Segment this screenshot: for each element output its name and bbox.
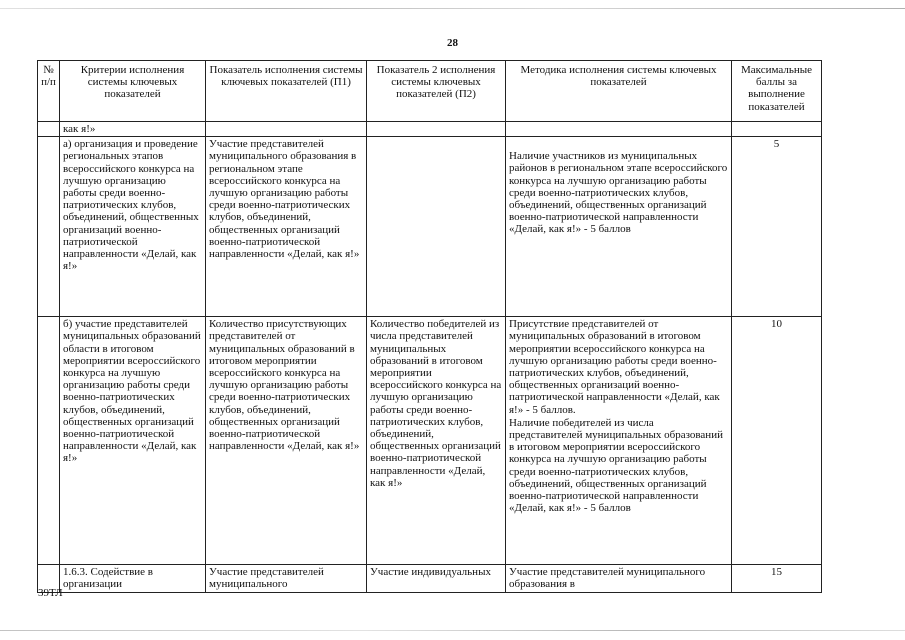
header-number: № п/п xyxy=(38,61,60,122)
table-row-continuation xyxy=(38,122,822,137)
row-a-p1: Участие представителей муниципального образования в региональном этапе всероссийского конкурса на лучшую организацию работы среди военно-патриотических клубов, объединений, общественных организаций военно-патриотической направленности «Делай, как я!» xyxy=(206,137,367,317)
row-a-p2 xyxy=(367,137,506,317)
row-a-criterion: а) организация и проведение региональных этапов всероссийского конкурса на лучшую организацию работы среди военно-патриотических клубов, объединений, общественных организаций военно-патриотической направленности «Делай, как я!» xyxy=(60,137,206,317)
criteria-table xyxy=(37,60,822,593)
page-number: 28 xyxy=(447,37,458,49)
scan-edge-top xyxy=(0,8,905,9)
row-c-p2: Участие индивидуальных xyxy=(367,565,506,592)
cont-criterion: как я!» xyxy=(60,122,206,137)
row-b-method xyxy=(506,317,732,565)
header-criteria: Критерии исполнения системы ключевых показателей xyxy=(60,61,206,122)
table-header-row xyxy=(38,61,822,122)
row-a-number xyxy=(38,137,60,317)
row-c-criterion: 1.6.3. Содействие в организации xyxy=(60,565,206,592)
cont-number xyxy=(38,122,60,137)
header-max-score: Максимальные баллы за выполнение показателей xyxy=(732,61,822,122)
row-b-method-para-1: Присутствие представителей от муниципальных образований в итоговом мероприятии всероссийского конкурса на лучшую организацию работы среди военно-патриотических клубов, объединений, общественных организаций военно-патриотической направленности «Делай, как я!» - 5 баллов. xyxy=(509,318,720,416)
cont-method xyxy=(506,122,732,137)
header-methodology: Методика исполнения системы ключевых показателей xyxy=(506,61,732,122)
row-b-max-score: 10 xyxy=(732,317,822,565)
row-c-method: Участие представителей муниципального образования в xyxy=(506,565,732,592)
table-row-a xyxy=(38,137,822,317)
header-indicator-p1: Показатель исполнения системы ключевых показателей (П1) xyxy=(206,61,367,122)
cont-max xyxy=(732,122,822,137)
footer-code: 39ТЛ xyxy=(38,587,63,599)
row-b-criterion: б) участие представителей муниципальных образований области в итоговом мероприятии всероссийского конкурса на лучшую организацию работы среди военно-патриотических клубов, объединений, общественных организаций военно-патриотической направленности «Делай, как я!» xyxy=(60,317,206,565)
row-c-max-score: 15 xyxy=(732,565,822,592)
row-b-method-para-2: Наличие победителей из числа представителей муниципальных образований в итоговом мероприятии всероссийского конкурса на лучшую организацию работы среди военно-патриотических клубов, объединений, общественных организаций военно-патриотической направленности «Делай, как я!» - 5 баллов xyxy=(509,416,723,515)
scan-edge-bottom xyxy=(0,630,905,631)
row-b-p1: Количество присутствующих представителей от муниципальных образований в итоговом мероприятии всероссийского конкурса на лучшую организацию работы среди военно-патриотических клубов, объединений, общественных организаций военно-патриотической направленности «Делай, как я!» xyxy=(206,317,367,565)
cont-p2 xyxy=(367,122,506,137)
header-indicator-p2: Показатель 2 исполнения системы ключевых показателей (П2) xyxy=(367,61,506,122)
row-b-p2: Количество победителей из числа представителей муниципальных образований в итоговом мероприятии всероссийского конкурса на лучшую организацию работы среди военно-патриотических клубов, объединений, общественных организаций военно-патриотической направленности «Делай, как я!» xyxy=(367,317,506,565)
row-c-p1: Участие представителей муниципального xyxy=(206,565,367,592)
cont-p1 xyxy=(206,122,367,137)
row-a-max-score: 5 xyxy=(732,137,822,317)
row-a-method xyxy=(506,137,732,317)
table-row-b xyxy=(38,317,822,565)
row-b-number xyxy=(38,317,60,565)
row-a-method-text: Наличие участников из муниципальных районов в региональном этапе всероссийского конкурса на лучшую организацию работы среди военно-патриотических клубов, объединений, общественных организаций военно-патриотической направленности «Делай, как я!» - 5 баллов xyxy=(509,150,728,236)
table-row-c xyxy=(38,565,822,592)
